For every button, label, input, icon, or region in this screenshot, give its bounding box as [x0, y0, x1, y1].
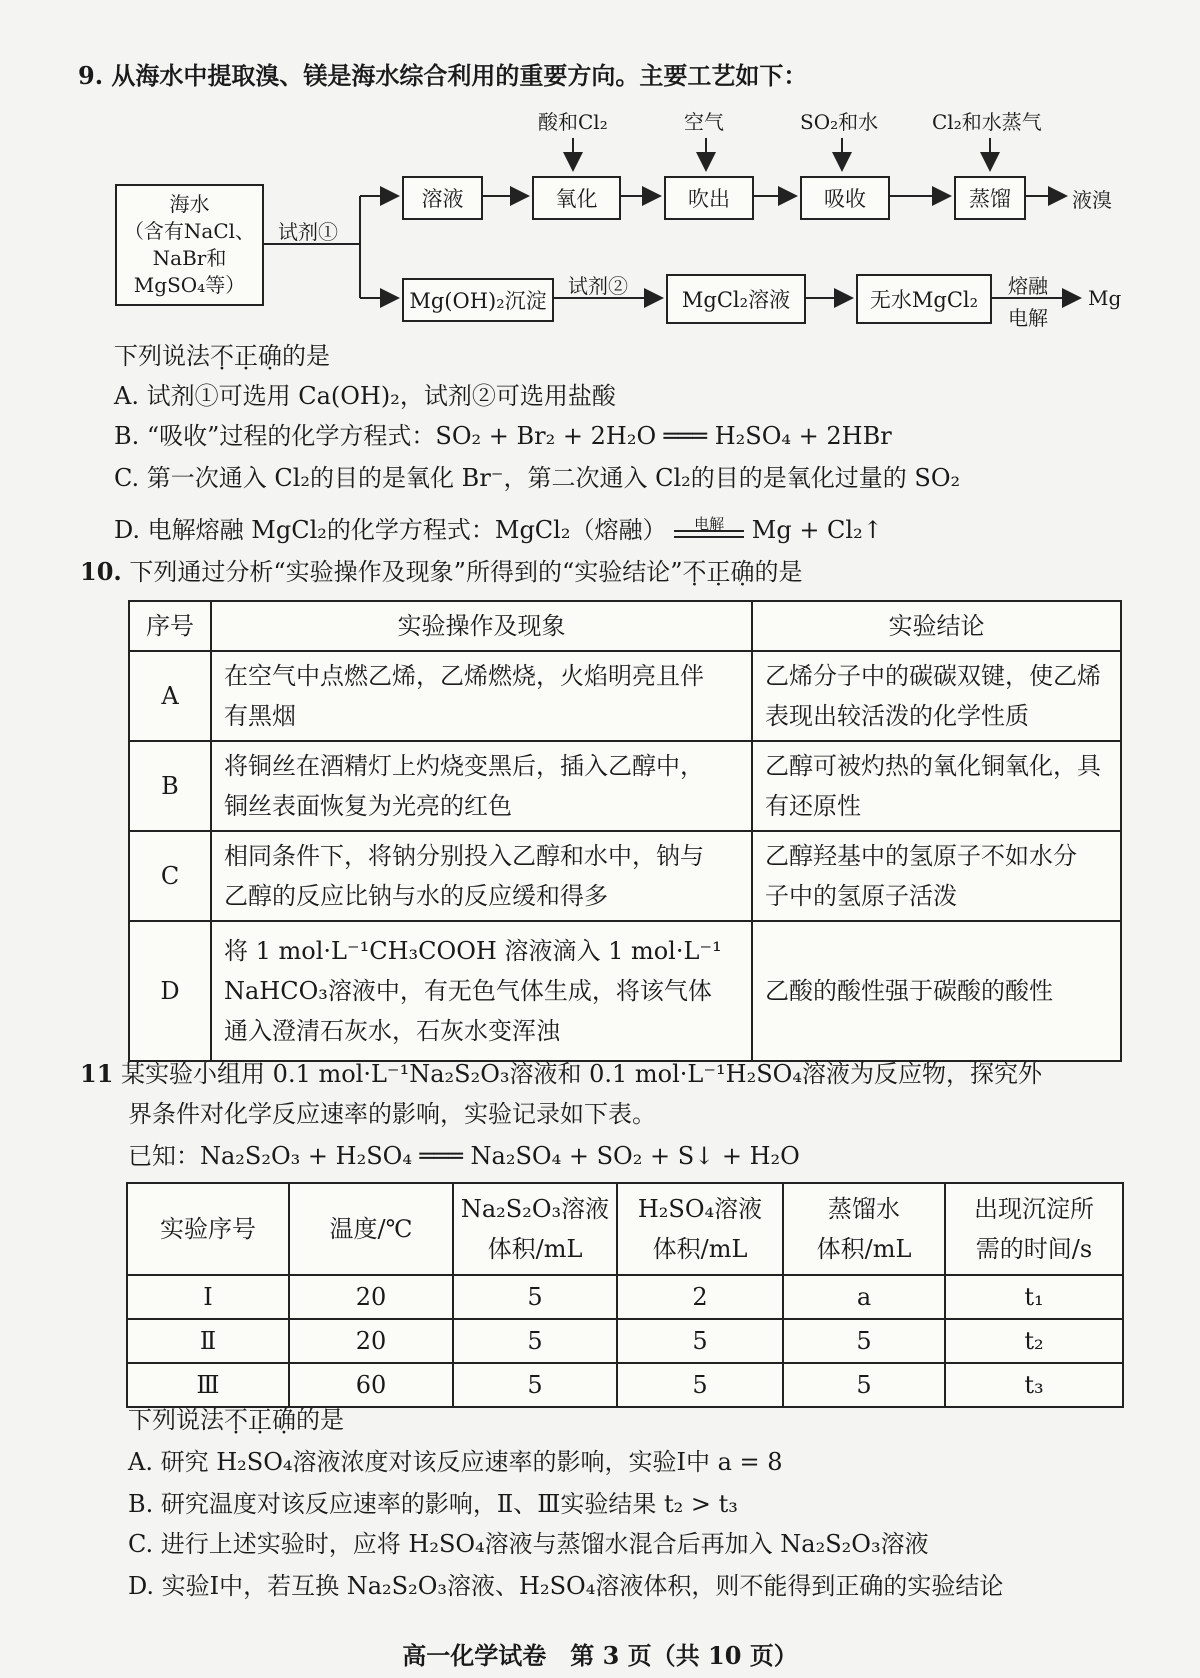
- cell: 60: [289, 1363, 453, 1407]
- q9-stem-text: 从海水中提取溴、镁是海水综合利用的重要方向。主要工艺如下：: [111, 61, 808, 90]
- cell: t₁: [945, 1275, 1123, 1319]
- cell: 5: [453, 1319, 617, 1363]
- emphasis-char: 正: [248, 1406, 272, 1434]
- emphasis-char: 确: [730, 558, 755, 586]
- flow-box-mgoh2: Mg(OH)₂沉淀: [402, 278, 554, 322]
- q11-known-equation: 已知：Na₂S₂O₃ + H₂SO₄ ═══ Na₂SO₄ + SO₂ + S↓ + H₂O: [128, 1142, 800, 1170]
- cell-line: 乙醇可被灼热的氧化铜氧化，具: [765, 752, 1101, 780]
- table-row: [129, 921, 1121, 1061]
- cell-line: 乙烯分子中的碳碳双键，使乙烯: [765, 662, 1101, 690]
- emphasis-char: 不: [224, 1406, 248, 1434]
- page-footer: 高一化学试卷 第 3 页（共 10 页）: [402, 1641, 798, 1670]
- q11-option-d: D. 实验Ⅰ中，若互换 Na₂S₂O₃溶液、H₂SO₄溶液体积，则不能得到正确的实验结论: [128, 1572, 1004, 1600]
- row-conclusion: [752, 651, 1121, 741]
- input-cl2-steam: Cl₂和水蒸气: [932, 110, 1042, 134]
- header-cell: [127, 1183, 289, 1275]
- row-operation: [211, 741, 752, 831]
- emphasis-char: 确: [258, 342, 282, 370]
- cell: t₃: [945, 1363, 1123, 1407]
- input-acid-cl2: 酸和Cl₂: [538, 110, 608, 134]
- header-line: Na₂S₂O₃溶液: [460, 1195, 610, 1223]
- header-line: H₂SO₄溶液: [637, 1195, 763, 1223]
- cell-line: 相同条件下，将钠分别投入乙醇和水中，钠与: [224, 842, 704, 870]
- row-id: B: [129, 741, 211, 831]
- flow-box-absorb: 吸收: [800, 176, 890, 220]
- q10-number: 10.: [80, 557, 122, 586]
- cell: 5: [453, 1363, 617, 1407]
- header-line: 蒸馏水: [828, 1195, 900, 1223]
- header-cell: [453, 1183, 617, 1275]
- cell: t₂: [945, 1319, 1123, 1363]
- input-air: 空气: [684, 110, 724, 134]
- row-conclusion: [752, 831, 1121, 921]
- cell: Ⅲ: [127, 1363, 289, 1407]
- flow-box-blowout: 吹出: [664, 176, 754, 220]
- cell: 20: [289, 1319, 453, 1363]
- header-cell: [783, 1183, 945, 1275]
- option-d-left: D. 电解熔融 MgCl₂的化学方程式：MgCl₂（熔融）: [114, 516, 667, 544]
- row-conclusion: [752, 921, 1121, 1061]
- prompt-text: 的是: [282, 342, 330, 370]
- header-conclusion: 实验结论: [752, 601, 1121, 651]
- condition-electrolysis: 电解: [694, 515, 725, 533]
- cell: 5: [617, 1319, 783, 1363]
- header-line: 体积/mL: [816, 1235, 912, 1263]
- source-line-2: （含有NaCl、: [123, 219, 256, 243]
- q10-table: [128, 600, 1122, 1062]
- cell-line: 在空气中点燃乙烯，乙烯燃烧，火焰明亮且伴: [224, 662, 704, 690]
- cell: 5: [783, 1363, 945, 1407]
- cell-line: 将铜丝在酒精灯上灼烧变黑后，插入乙醇中，: [224, 752, 704, 780]
- cell: 5: [453, 1275, 617, 1319]
- cell: Ⅰ: [127, 1275, 289, 1319]
- cell: a: [783, 1275, 945, 1319]
- cell: 5: [783, 1319, 945, 1363]
- cell-line: 铜丝表面恢复为光亮的红色: [224, 792, 512, 820]
- cell: 20: [289, 1275, 453, 1319]
- flow-box-oxidize: 氧化: [532, 176, 621, 220]
- cell: Ⅱ: [127, 1319, 289, 1363]
- cell-line: NaHCO₃溶液中，有无色气体生成，将该气体: [224, 977, 712, 1005]
- table-header-row: [129, 601, 1121, 651]
- table-row: [129, 741, 1121, 831]
- flow-box-solution: 溶液: [402, 176, 483, 220]
- q11-option-c: C. 进行上述实验时，应将 H₂SO₄溶液与蒸馏水混合后再加入 Na₂S₂O₃溶液: [128, 1530, 929, 1558]
- q9-option-c: C. 第一次通入 Cl₂的目的是氧化 Br⁻，第二次通入 Cl₂的目的是氧化过量的 SO₂: [114, 464, 961, 492]
- row-operation: [211, 651, 752, 741]
- q11-table: [126, 1182, 1124, 1408]
- flow-box-distill: 蒸馏: [954, 176, 1026, 220]
- cell-line: 表现出较活泼的化学性质: [765, 702, 1029, 730]
- header-cell: [289, 1183, 453, 1275]
- cell-line: 乙酸的酸性强于碳酸的酸性: [765, 977, 1053, 1005]
- q11-stem-line-1: [80, 1058, 1042, 1090]
- stem-text: 的是: [754, 558, 803, 586]
- stem-text: 下列通过分析“实验操作及现象”所得到的“实验结论”: [129, 558, 683, 586]
- q11-prompt: [128, 1404, 344, 1436]
- input-so2-water: SO₂和水: [800, 110, 879, 134]
- emphasis-char: 不: [210, 342, 234, 370]
- source-line-4: MgSO₄等）: [133, 273, 246, 297]
- emphasis-char: 正: [706, 558, 731, 586]
- q9-number: 9.: [78, 61, 104, 90]
- q9-option-a: A. 试剂①可选用 Ca(OH)₂，试剂②可选用盐酸: [114, 382, 616, 410]
- product-mg: Mg: [1088, 286, 1122, 310]
- prompt-text: 下列说法: [128, 1406, 224, 1434]
- cell-line: 将 1 mol·L⁻¹CH₃COOH 溶液滴入 1 mol·L⁻¹: [224, 937, 722, 965]
- prompt-text: 的是: [296, 1406, 344, 1434]
- header-operation: 实验操作及现象: [211, 601, 752, 651]
- q11-option-b: B. 研究温度对该反应速率的影响，Ⅱ、Ⅲ实验结果 t₂ > t₃: [128, 1490, 738, 1518]
- q10-stem: [80, 556, 802, 588]
- cell-line: 有还原性: [765, 792, 861, 820]
- header-cell: [945, 1183, 1123, 1275]
- source-line-1: 海水: [169, 192, 210, 216]
- product-liquid-bromine: 液溴: [1072, 188, 1112, 212]
- flow-box-mgcl2-solution: MgCl₂溶液: [666, 274, 806, 324]
- cell-line: 有黑烟: [224, 702, 296, 730]
- reagent1-label: 试剂①: [278, 220, 338, 244]
- row-operation: [211, 921, 752, 1061]
- prompt-text: 下列说法: [114, 342, 210, 370]
- source-line-3: NaBr和: [152, 246, 227, 270]
- option-d-right: Mg + Cl₂↑: [751, 516, 883, 544]
- header-index: 序号: [129, 601, 211, 651]
- header-line: 需的时间/s: [975, 1235, 1093, 1263]
- header-line: 出现沉淀所: [974, 1195, 1094, 1223]
- flow-box-anhydrous-mgcl2: 无水MgCl₂: [856, 274, 992, 324]
- row-id: A: [129, 651, 211, 741]
- row-id: C: [129, 831, 211, 921]
- q11-option-a: A. 研究 H₂SO₄溶液浓度对该反应速率的影响，实验Ⅰ中 a = 8: [128, 1448, 783, 1476]
- q9-option-b: B. “吸收”过程的化学方程式：SO₂ + Br₂ + 2H₂O ═══ H₂SO₄ + 2HBr: [114, 422, 892, 450]
- table-row: [127, 1319, 1123, 1363]
- header-line: 体积/mL: [652, 1235, 748, 1263]
- electrolysis-label: 电解: [1008, 306, 1048, 330]
- header-line: 实验序号: [160, 1215, 256, 1243]
- melt-label: 熔融: [1008, 274, 1048, 298]
- q11-number: 11: [80, 1059, 114, 1088]
- header-cell: [617, 1183, 783, 1275]
- table-row: [127, 1363, 1123, 1407]
- table-row: [129, 831, 1121, 921]
- q9-prompt: [114, 340, 330, 372]
- q11-stem-line-2: 界条件对化学反应速率的影响，实验记录如下表。: [128, 1100, 656, 1128]
- emphasis-char: 确: [272, 1406, 296, 1434]
- flow-source-seawater: [115, 184, 264, 306]
- cell: 2: [617, 1275, 783, 1319]
- cell-line: 子中的氢原子活泼: [765, 882, 957, 910]
- cell-line: 乙醇羟基中的氢原子不如水分: [765, 842, 1077, 870]
- q9-option-d: [114, 514, 883, 546]
- emphasis-char: 不: [682, 558, 707, 586]
- table-row: [127, 1275, 1123, 1319]
- cell-line: 乙醇的反应比钠与水的反应缓和得多: [224, 882, 608, 910]
- row-conclusion: [752, 741, 1121, 831]
- cell-line: 通入澄清石灰水，石灰水变浑浊: [224, 1017, 560, 1045]
- header-line: 温度/℃: [329, 1215, 413, 1243]
- cell: 5: [617, 1363, 783, 1407]
- equation-condition: [674, 515, 744, 538]
- reagent2-label: 试剂②: [568, 274, 628, 298]
- row-operation: [211, 831, 752, 921]
- table-header-row: [127, 1183, 1123, 1275]
- emphasis-char: 正: [234, 342, 258, 370]
- row-id: D: [129, 921, 211, 1061]
- stem-text: 某实验小组用 0.1 mol·L⁻¹Na₂S₂O₃溶液和 0.1 mol·L⁻¹H₂SO₄溶液为反应物，探究外: [121, 1060, 1042, 1088]
- table-row: [129, 651, 1121, 741]
- header-line: 体积/mL: [487, 1235, 583, 1263]
